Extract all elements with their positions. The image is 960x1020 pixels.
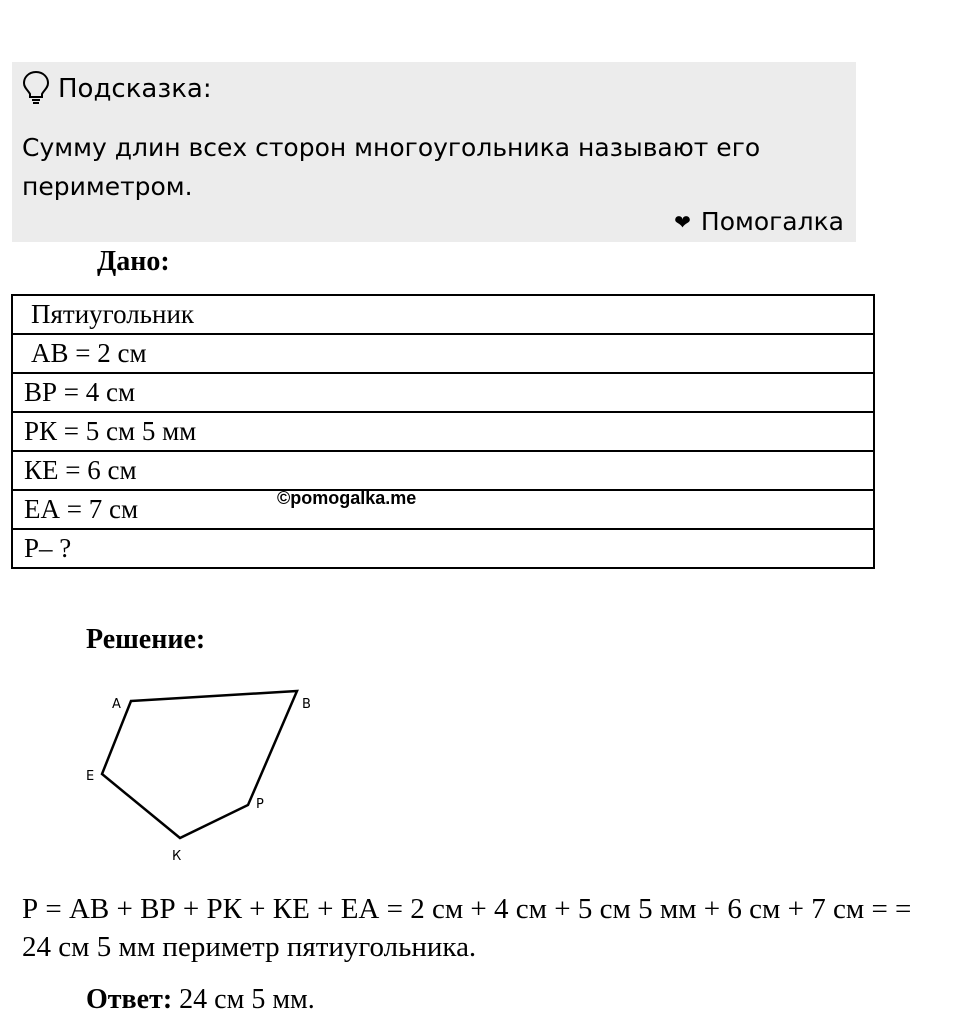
pentagon-figure bbox=[70, 680, 330, 870]
given-cell: ЕА = 7 см bbox=[12, 490, 874, 529]
watermark: ©pomogalka.me bbox=[277, 488, 417, 508]
brand-name: Помогалка bbox=[700, 207, 844, 236]
table-row bbox=[12, 334, 874, 373]
vertex-label-p: Р bbox=[256, 797, 264, 812]
brand-label bbox=[674, 207, 844, 236]
hint-header bbox=[22, 70, 212, 108]
table-row bbox=[12, 412, 874, 451]
table-row bbox=[12, 295, 874, 334]
table-row bbox=[12, 373, 874, 412]
solution-formula: Р = АВ + ВР + РК + КЕ + ЕА = 2 см + 4 см + 5 см 5 мм + 6 см + 7 см = = 24 см 5 мм периметр пятиугольника. bbox=[22, 893, 912, 963]
answer-label: Ответ: bbox=[86, 984, 173, 1015]
given-cell: РК = 5 см 5 мм bbox=[12, 412, 874, 451]
given-cell: КЕ = 6 см bbox=[12, 451, 874, 490]
vertex-label-b: В bbox=[302, 697, 311, 712]
lightbulb-icon bbox=[22, 70, 50, 108]
pentagon-shape bbox=[102, 691, 297, 838]
hint-title: Подсказка: bbox=[58, 74, 212, 104]
vertex-label-e: Е bbox=[86, 769, 95, 784]
given-table bbox=[11, 294, 875, 569]
given-cell: ВР = 4 см bbox=[12, 373, 874, 412]
answer-value: 24 см 5 мм. bbox=[179, 984, 315, 1015]
given-cell: Р– ? bbox=[12, 529, 874, 568]
vertex-label-k: К bbox=[172, 849, 182, 864]
given-cell: Пятиугольник bbox=[12, 295, 874, 334]
hint-box bbox=[12, 62, 856, 242]
given-title: Дано: bbox=[97, 246, 170, 277]
table-row bbox=[12, 529, 874, 568]
heart-icon: ❤ bbox=[674, 209, 691, 234]
table-row bbox=[12, 451, 874, 490]
hint-text: Сумму длин всех сторон многоугольника называют его периметром. bbox=[22, 133, 761, 201]
vertex-label-a: А bbox=[112, 697, 121, 712]
answer-line bbox=[86, 984, 315, 1016]
solution-title: Решение: bbox=[86, 624, 206, 655]
given-cell: АВ = 2 см bbox=[12, 334, 874, 373]
table-row bbox=[12, 490, 874, 529]
